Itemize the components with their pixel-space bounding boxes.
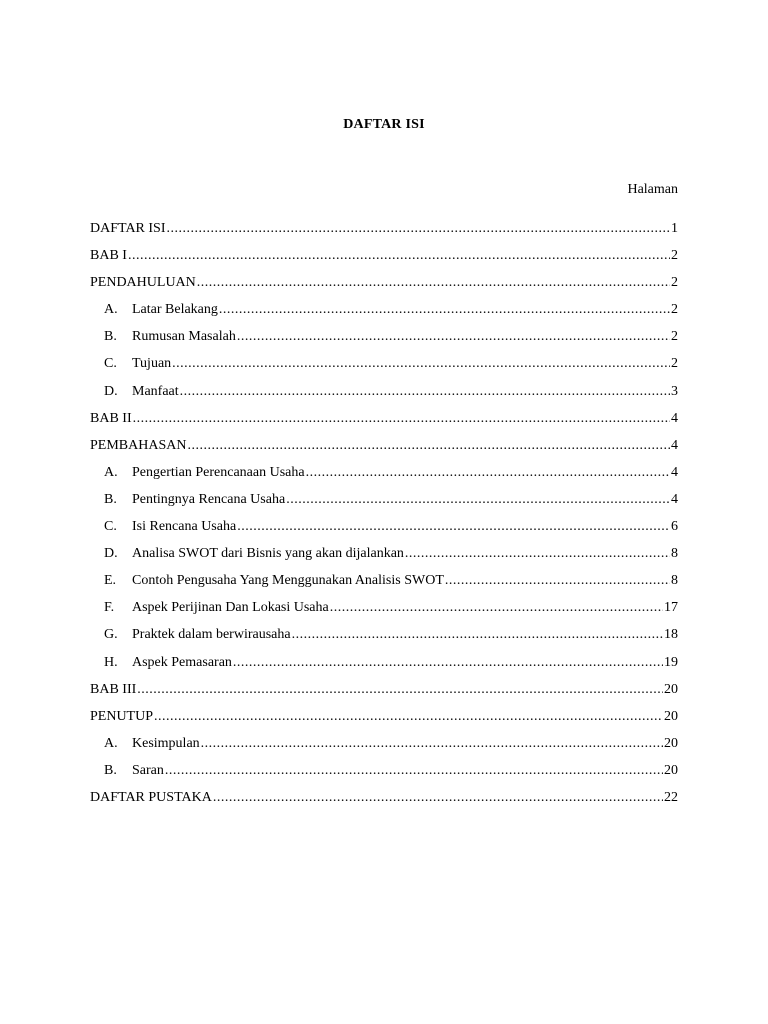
toc-entry [90, 492, 678, 519]
toc-entry-label: Analisa SWOT dari Bisnis yang akan dijalankan [132, 546, 404, 562]
toc-entry-page-number: 4 [671, 491, 678, 507]
toc-entry [90, 546, 678, 573]
toc-entry [90, 736, 678, 763]
toc-entry [90, 763, 678, 790]
toc-entry [90, 275, 678, 302]
toc-entry-page-number: 19 [664, 654, 678, 670]
toc-entry [90, 519, 678, 546]
toc-entry-label: DAFTAR ISI [90, 221, 166, 236]
toc-entry-page-number: 4 [671, 410, 678, 426]
toc-entry-letter: D. [104, 383, 118, 399]
toc-entry-page-number: 20 [664, 681, 678, 697]
toc-entry [90, 790, 678, 817]
toc-dot-leader [197, 275, 670, 291]
toc-entry-letter: E. [104, 573, 117, 589]
toc-entry-label: PEMBAHASAN [90, 437, 187, 453]
toc-entry [90, 709, 678, 736]
toc-entry-letter: B. [104, 329, 117, 345]
toc-entry-letter: A. [104, 464, 118, 480]
toc-entry-page-number: 20 [664, 762, 678, 778]
toc-entry-label: Contoh Pengusaha Yang Menggunakan Analisis SWOT [132, 573, 444, 589]
page-column-heading: Halaman [627, 182, 678, 197]
toc-dot-leader [165, 763, 663, 779]
toc-entry-label: Tujuan [132, 356, 172, 372]
toc-entry-letter: H. [104, 654, 118, 670]
toc-entry-label: Pentingnya Rencana Usaha [132, 491, 286, 507]
toc-dot-leader [233, 655, 663, 671]
toc-entry-label: Rumusan Masalah [132, 329, 236, 345]
toc-entry [90, 411, 678, 438]
toc-dot-leader [201, 736, 663, 752]
toc-entry-page-number: 4 [671, 437, 678, 453]
toc-entry-letter: A. [104, 302, 118, 318]
toc-entry-page-number: 8 [671, 546, 678, 562]
toc-dot-leader [187, 438, 670, 454]
toc-dot-leader [128, 248, 670, 264]
toc-dot-leader [213, 790, 663, 806]
toc-entry-page-number: 4 [671, 464, 678, 480]
toc-dot-leader [286, 492, 670, 508]
toc-entry-label: Latar Belakang [132, 302, 218, 318]
toc-entry-page-number: 20 [664, 735, 678, 751]
toc-entry-label: Manfaat [132, 383, 179, 399]
toc-entry-page-number: 2 [671, 302, 678, 318]
toc-entry-page-number: 2 [671, 329, 678, 345]
toc-entry-label: Aspek Pemasaran [132, 654, 232, 670]
toc-entry-page-number: 2 [671, 275, 678, 291]
toc-entry [90, 248, 678, 275]
toc-dot-leader [172, 356, 670, 372]
toc-dot-leader [133, 411, 670, 427]
toc-entry-letter: D. [104, 546, 118, 562]
toc-entry [90, 438, 678, 465]
toc-entry-label: Aspek Perijinan Dan Lokasi Usaha [132, 600, 329, 616]
toc-dot-leader [330, 600, 663, 616]
toc-entry [90, 573, 678, 600]
toc-entry-letter: C. [104, 519, 117, 535]
toc-entry-label: BAB II [90, 410, 132, 426]
toc-entry-page-number: 22 [664, 789, 678, 805]
document-title: DAFTAR ISI [343, 117, 425, 132]
toc-entry-label: BAB III [90, 681, 137, 697]
toc-entry-page-number: 2 [671, 356, 678, 372]
toc-entry [90, 682, 678, 709]
toc-entry-page-number: 18 [664, 627, 678, 643]
toc-entry-page-number: 8 [671, 573, 678, 589]
toc-dot-leader [237, 519, 670, 535]
toc-entry-label: Praktek dalam berwirausaha [132, 627, 291, 643]
toc-entry-page-number: 6 [671, 519, 678, 535]
toc-entry [90, 329, 678, 356]
toc-dot-leader [237, 329, 670, 345]
toc-entry-letter: G. [104, 627, 118, 643]
toc-dot-leader [180, 384, 670, 400]
toc-dot-leader [445, 573, 670, 589]
toc-dot-leader [405, 546, 670, 562]
toc-entry-page-number: 20 [664, 708, 678, 724]
toc-entry-label: Isi Rencana Usaha [132, 519, 237, 535]
toc-entry-page-number: 17 [664, 600, 678, 616]
toc-entry-letter: B. [104, 491, 117, 507]
toc-entry [90, 221, 678, 248]
toc-dot-leader [219, 302, 670, 318]
toc-entry-letter: A. [104, 735, 118, 751]
toc-entry-letter: B. [104, 762, 117, 778]
toc-dot-leader [137, 682, 663, 698]
toc-entry [90, 465, 678, 492]
toc-dot-leader [292, 627, 663, 643]
toc-entry-label: PENUTUP [90, 708, 154, 724]
toc-entry-letter: F. [104, 600, 115, 616]
table-of-contents [90, 221, 678, 817]
toc-entry [90, 627, 678, 654]
toc-entry [90, 302, 678, 329]
toc-dot-leader [306, 465, 670, 481]
toc-entry [90, 655, 678, 682]
toc-entry-label: Kesimpulan [132, 735, 200, 751]
toc-entry [90, 384, 678, 411]
toc-entry-label: PENDAHULUAN [90, 275, 196, 291]
toc-entry-label: BAB I [90, 248, 127, 264]
toc-entry [90, 600, 678, 627]
toc-dot-leader [167, 221, 671, 237]
toc-entry-page-number: 2 [671, 248, 678, 264]
toc-entry-label: Saran [132, 762, 164, 778]
toc-entry-page-number: 3 [671, 383, 678, 399]
toc-entry-label: Pengertian Perencanaan Usaha [132, 464, 305, 480]
toc-entry-letter: C. [104, 356, 117, 372]
toc-entry-label: DAFTAR PUSTAKA [90, 789, 212, 805]
toc-entry [90, 356, 678, 383]
toc-dot-leader [154, 709, 663, 725]
toc-entry-page-number: 1 [671, 221, 678, 236]
